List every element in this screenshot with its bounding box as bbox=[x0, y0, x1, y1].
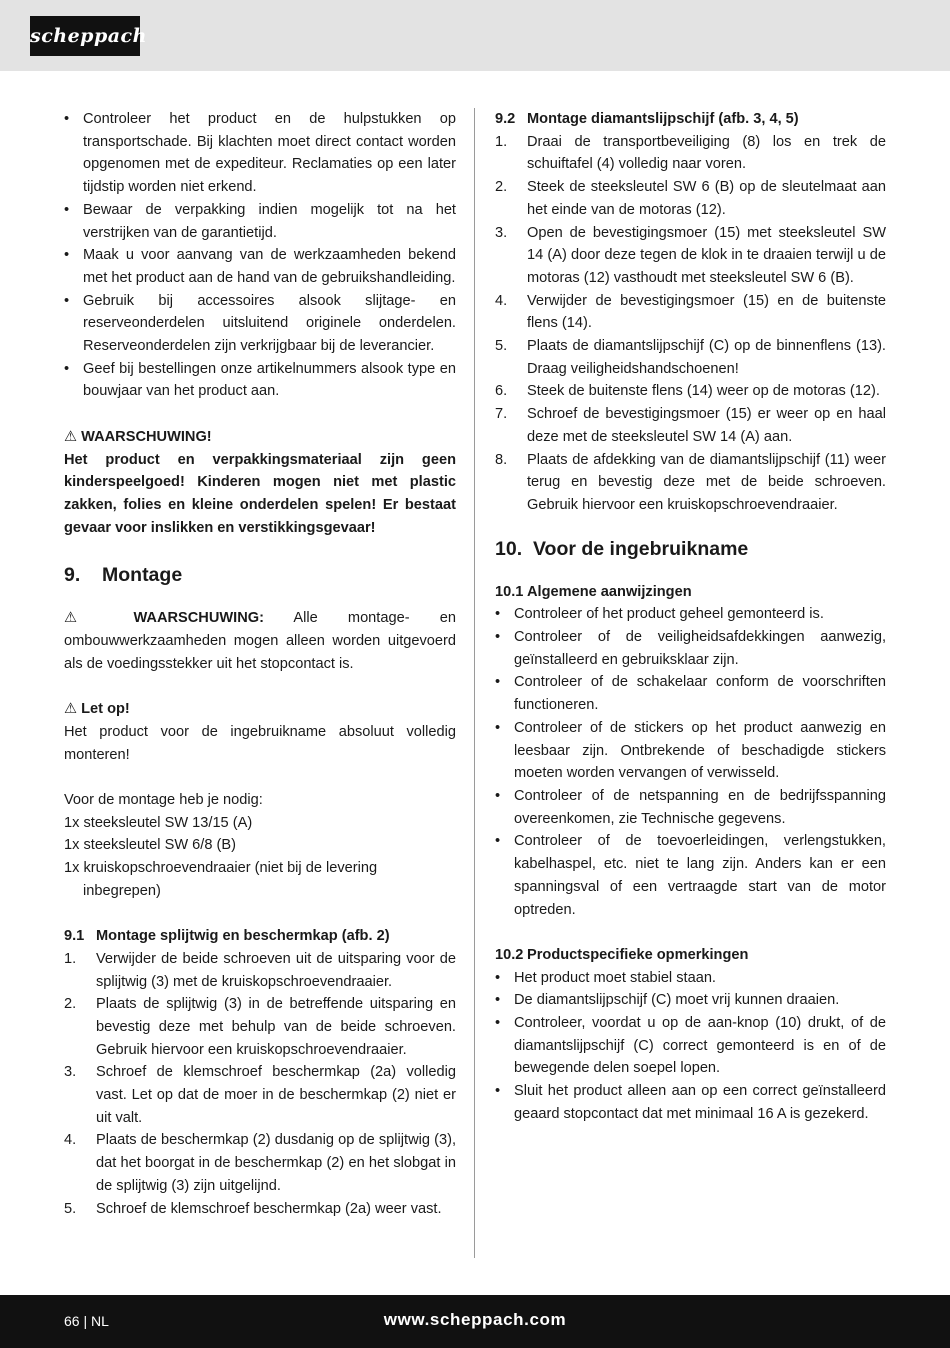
step-number: 8. bbox=[495, 451, 508, 468]
steps-9-2 bbox=[495, 131, 886, 517]
caution-text: Het product voor de ingebruikname absoluut volledig monteren! bbox=[64, 723, 456, 763]
list-item: • Controleer of de stickers op het product aanwezig en leesbaar zijn. Ontbrekende of beschadigde stickers moeten worden vervangen of verwisseld. bbox=[495, 717, 886, 785]
subsection-title: Algemene aanwijzingen bbox=[527, 583, 692, 600]
list-item bbox=[64, 993, 456, 1061]
header-bar bbox=[0, 0, 950, 71]
steps-9-1 bbox=[64, 948, 456, 1220]
tool-item: 1x steeksleutel SW 6/8 (B) bbox=[64, 837, 236, 854]
footer-bar bbox=[0, 1295, 950, 1348]
list-item: • Geef bij bestellingen onze artikelnummers alsook type en bouwjaar van het product aan. bbox=[64, 358, 456, 403]
section-number: 9. bbox=[64, 564, 81, 587]
step-number: 5. bbox=[495, 338, 508, 355]
list-item: • Controleer het product en de hulpstukken op transportschade. Bij klachten moet direct contact worden opgenomen met de expediteur. Reclamaties op een later tijdstip worden niet erkend. bbox=[64, 108, 456, 199]
step-text: Schroef de klemschroef beschermkap (2a) weer vast. bbox=[96, 1200, 442, 1217]
step-number: 2. bbox=[495, 179, 508, 196]
list-item: • Controleer of de netspanning en de bedrijfsspanning overeenkomen, zie Technische gegevens. bbox=[495, 785, 886, 830]
step-number: 3. bbox=[495, 224, 508, 241]
step-text: Steek de steeksleutel SW 6 (B) op de sleutelmaat aan het einde van de motoras (12). bbox=[527, 179, 886, 218]
intro-bullet-list bbox=[64, 108, 456, 403]
step-text: Plaats de beschermkap (2) dusdanig op de splijtwig (3), dat het boorgat in de beschermkap (2) en het slobgat in de splijtwig (3) zijn uitgelijnd. bbox=[96, 1132, 456, 1194]
step-text: Steek de buitenste flens (14) weer op de motoras (12). bbox=[527, 383, 880, 400]
warning-body: Alle montage- en ombouwwerkzaamheden mogen alleen worden uitgevoerd als de voedingsstekker uit het stopcontact is. bbox=[64, 610, 456, 672]
step-text: Verwijder de beide schroeven uit de uitsparing voor de splijtwig (3) met de kruiskopschroevendraaier. bbox=[96, 950, 456, 990]
list-item bbox=[495, 131, 886, 176]
warning-text: Het product en verpakkingsmateriaal zijn geen kinderspeelgoed! Kinderen mogen niet met plastic zakken, folies en kleine onderdelen spelen! Er bestaat gevaar voor inslikken en verstikkingsgevaar! bbox=[64, 451, 456, 536]
list-item bbox=[495, 380, 886, 403]
subsection-heading-10-2 bbox=[495, 944, 886, 967]
caution-title: ⚠ Let op! bbox=[64, 701, 130, 718]
step-number: 1. bbox=[495, 133, 508, 150]
website-url: www.scheppach.com bbox=[383, 1310, 567, 1329]
column-divider bbox=[474, 108, 475, 1258]
list-item bbox=[64, 1061, 456, 1129]
list-item: • Controleer of de toevoerleidingen, verlengstukken, kabelhaspel, etc. niet te lang zijn. Anders kan er een spanningsval of een vertraagde start van de motor optreden. bbox=[495, 830, 886, 921]
list-item bbox=[64, 1198, 456, 1221]
section-heading-9 bbox=[64, 561, 456, 589]
tool-item: 1x steeksleutel SW 13/15 (A) bbox=[64, 814, 253, 831]
list-item bbox=[495, 176, 886, 221]
list-item bbox=[64, 1129, 456, 1197]
step-number: 3. bbox=[64, 1064, 77, 1081]
bullets-10-2 bbox=[495, 967, 886, 1126]
tools-intro: Voor de montage heb je nodig: bbox=[64, 791, 263, 808]
list-item bbox=[495, 222, 886, 290]
step-text: Plaats de afdekking van de diamantslijpschijf (11) weer terug en bevestig deze met de beide schroeven. Gebruik hiervoor een kruiskopschroevendraaier. bbox=[527, 451, 886, 513]
step-text: Draai de transportbeveiliging (8) los en trek de schuiftafel (4) volledig naar voren. bbox=[527, 133, 886, 173]
list-item bbox=[495, 403, 886, 448]
list-item: • Controleer of het product geheel gemonteerd is. bbox=[495, 603, 886, 626]
subsection-heading-9-1 bbox=[64, 925, 456, 948]
warning-title: ⚠ WAARSCHUWING! bbox=[64, 428, 212, 445]
list-item bbox=[495, 290, 886, 335]
section-title: Montage bbox=[102, 564, 183, 587]
step-number: 1. bbox=[64, 950, 77, 967]
step-text: Plaats de diamantslijpschijf (C) op de binnenflens (13). Draag veiligheidshandschoenen! bbox=[527, 338, 886, 377]
subsection-title: Productspecifieke opmerkingen bbox=[527, 946, 749, 963]
subsection-title: Montage diamantslijpschijf (afb. 3, 4, 5) bbox=[527, 111, 799, 127]
step-text: Schroef de klemschroef beschermkap (2a) volledig vast. Let op dat de moer in de beschermkap (2) niet er uit valt. bbox=[96, 1064, 456, 1126]
section-title: Voor de ingebruikname bbox=[533, 537, 749, 560]
section-number: 10. bbox=[495, 537, 523, 560]
warning-paragraph bbox=[64, 607, 456, 675]
step-text: Verwijder de bevestigingsmoer (15) en de buitenste flens (14). bbox=[527, 292, 886, 332]
step-number: 5. bbox=[64, 1200, 77, 1217]
subsection-heading-9-2 bbox=[495, 108, 886, 131]
list-item: • De diamantslijpschijf (C) moet vrij kunnen draaien. bbox=[495, 989, 886, 1012]
tool-item: 1x kruiskopschroevendraaier (niet bij de levering inbegrepen) bbox=[64, 860, 378, 899]
list-item: • Controleer of de schakelaar conform de voorschriften functioneren. bbox=[495, 671, 886, 716]
subsection-heading-10-1 bbox=[495, 581, 886, 604]
step-number: 4. bbox=[64, 1132, 77, 1149]
list-item: • Sluit het product alleen aan op een correct geïnstalleerd geaard stopcontact dat met minimaal 16 A is gezekerd. bbox=[495, 1080, 886, 1125]
subsection-number: 9.2 bbox=[495, 111, 516, 127]
list-item: • Gebruik bij accessoires alsook slijtage- en reserveonderdelen uitsluitend originele onderdelen. Reserveonderdelen zijn verkrijgbaar bij de leverancier. bbox=[64, 290, 456, 358]
list-item: • Het product moet stabiel staan. bbox=[495, 967, 886, 990]
right-column bbox=[495, 108, 886, 1126]
warning-label: ⚠ WAARSCHUWING: bbox=[64, 610, 264, 627]
list-item bbox=[64, 948, 456, 993]
step-text: Open de bevestigingsmoer (15) met steeksleutel SW 14 (A) door deze tegen de klok in te draaien terwijl u de motoras (12) vasthoudt met steeksleutel SW 6 (B). bbox=[527, 224, 886, 286]
subsection-number: 10.2 bbox=[495, 946, 524, 963]
step-number: 7. bbox=[495, 406, 508, 423]
subsection-number: 9.1 bbox=[64, 928, 85, 945]
step-number: 6. bbox=[495, 383, 508, 400]
list-item: • Controleer, voordat u op de aan-knop (10) drukt, of de diamantslijpschijf (C) correct gemonteerd is en of de bewegende delen soepel lopen. bbox=[495, 1012, 886, 1080]
list-item: • Controleer of de veiligheidsafdekkingen aanwezig, geïnstalleerd en gebruiksklaar zijn. bbox=[495, 626, 886, 671]
bullets-10-1 bbox=[495, 603, 886, 921]
section-heading-10 bbox=[495, 535, 886, 563]
step-text: Schroef de bevestigingsmoer (15) er weer op en haal deze met de steeksleutel SW 14 (A) aan. bbox=[527, 406, 886, 445]
step-number: 4. bbox=[495, 292, 508, 309]
list-item bbox=[495, 449, 886, 517]
list-item: • Bewaar de verpakking indien mogelijk tot na het verstrijken van de garantietijd. bbox=[64, 199, 456, 244]
step-text: Plaats de splijtwig (3) in de betreffende uitsparing en bevestig deze met behulp van de beide schroeven. Gebruik hiervoor een kruiskopschroevendraaier. bbox=[96, 996, 456, 1058]
step-number: 2. bbox=[64, 996, 77, 1013]
subsection-number: 10.1 bbox=[495, 583, 524, 600]
list-item bbox=[495, 335, 886, 380]
page-number: 66 | NL bbox=[64, 1313, 109, 1329]
subsection-title: Montage splijtwig en beschermkap (afb. 2) bbox=[96, 928, 390, 945]
brand-logo: scheppach bbox=[30, 16, 140, 56]
left-column bbox=[64, 108, 456, 1220]
list-item: • Maak u voor aanvang van de werkzaamheden bekend met het product aan de hand van de gebruikshandleiding. bbox=[64, 244, 456, 289]
